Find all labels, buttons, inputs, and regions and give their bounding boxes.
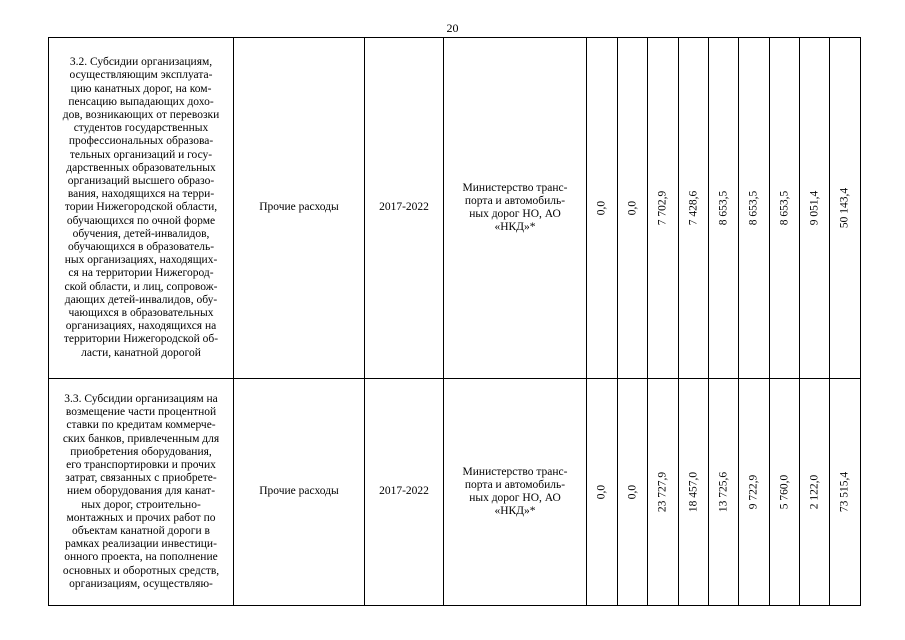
amount-cell: [830, 379, 861, 606]
description-line: тельных организаций и госу-: [69, 148, 213, 161]
measure-description-cell: [49, 38, 234, 379]
description-line: объектам канатной дороги в: [72, 525, 210, 537]
executor-line: «НКД»*: [494, 221, 536, 234]
amount-value: 23 727,9: [656, 471, 669, 513]
period-cell: 2017-2022: [365, 379, 444, 606]
description-line: ских банков, привлеченным для: [62, 432, 220, 445]
executor-line: Министерство транс-: [462, 465, 568, 478]
executor-line: ных дорог НО, АО: [469, 492, 561, 504]
description-line: чающихся в образовательных: [68, 307, 214, 320]
amount-cell: [587, 379, 618, 606]
amount-value: 0,0: [595, 484, 608, 500]
amount-cell: [587, 38, 618, 379]
description-line: ся на территории Нижегород-: [68, 267, 214, 280]
budget-table: [48, 37, 861, 606]
amount-cell: [739, 38, 770, 379]
amount-cell: [770, 379, 800, 606]
amount-cell: [770, 38, 800, 379]
description-line: дарственных образовательных: [66, 161, 216, 174]
description-line: организациях, находящихся на: [65, 320, 217, 333]
amount-value: 0,0: [625, 484, 638, 500]
description-line: 3.3. Субсидии организациям на: [64, 392, 218, 405]
amount-value: 8 653,5: [747, 190, 760, 226]
amount-cell: [679, 38, 709, 379]
executor-line: ных дорог НО, АО: [469, 208, 561, 220]
amount-value: 50 143,4: [838, 187, 851, 229]
page-number: 20: [446, 21, 459, 35]
description-line: онного проекта, на пополнение: [64, 551, 218, 564]
amount-value: 5 760,0: [777, 474, 790, 510]
description-line: ставки по кредитам коммерче-: [66, 419, 216, 432]
executor-line: порта и автомобиль-: [464, 194, 566, 207]
description-line: организаций высшего образо-: [67, 174, 215, 187]
description-line: основных и оборотных средств,: [62, 564, 220, 577]
amount-cell: [800, 379, 830, 606]
amount-cell: [739, 379, 770, 606]
description-line: монтажных и прочих работ по: [66, 511, 216, 524]
description-line: студентов государственных: [73, 122, 209, 135]
amount-value: 2 122,0: [807, 474, 820, 510]
executor-line: «НКД»*: [494, 505, 536, 518]
amount-value: 8 653,5: [777, 190, 790, 226]
amount-cell: [648, 379, 679, 606]
amount-cell: [648, 38, 679, 379]
expense-type-cell: Прочие расходы: [234, 38, 365, 379]
description-line: обучающихся в образователь-: [67, 241, 215, 253]
description-line: возмещение части процентной: [65, 406, 217, 419]
description-line: затрат, связанных с приобрете-: [65, 472, 217, 485]
description-line: тории Нижегородской области,: [64, 201, 218, 214]
description-line: дов, возникающих от перевозки: [62, 108, 220, 121]
description-line: ской области, и лиц, сопровож-: [64, 280, 218, 293]
description-line: ласти, канатной дорогой: [81, 346, 201, 359]
amount-value: 0,0: [595, 200, 608, 216]
executor-line: Министерство транс-: [462, 181, 568, 194]
description-line: осуществляющим эксплуата-: [69, 69, 213, 82]
description-line: обучения, детей-инвалидов,: [72, 227, 210, 240]
table-row: [49, 38, 861, 379]
description-line: дающих детей-инвалидов, обу-: [64, 293, 218, 306]
description-line: ных организациях, находящих-: [64, 254, 218, 267]
amount-cell: [618, 38, 648, 379]
amount-value: 9 722,9: [747, 474, 760, 510]
amount-cell: [618, 379, 648, 606]
expense-type-cell: Прочие расходы: [234, 379, 365, 606]
amount-cell: [800, 38, 830, 379]
table-row: [49, 379, 861, 606]
description-line: территории Нижегородской об-: [63, 333, 219, 346]
amount-value: 13 725,6: [716, 471, 729, 513]
amount-cell: [830, 38, 861, 379]
description-line: пенсацию выпадающих дохо-: [68, 95, 214, 108]
amount-value: 9 051,4: [807, 190, 820, 226]
amount-value: 8 653,5: [716, 190, 729, 226]
description-line: нием оборудования для канат-: [66, 485, 216, 498]
description-line: рамках реализации инвестици-: [65, 538, 217, 551]
amount-value: 7 428,6: [686, 190, 699, 226]
amount-value: 0,0: [625, 200, 638, 216]
description-line: профессиональных образова-: [68, 135, 214, 148]
description-line: 3.2. Субсидии организациям,: [69, 56, 213, 69]
period-cell: 2017-2022: [365, 38, 444, 379]
amount-value: 73 515,4: [838, 471, 851, 513]
description-line: приобретения оборудования,: [70, 445, 212, 458]
table-body: [49, 38, 861, 606]
amount-cell: [709, 379, 739, 606]
measure-description-cell: [49, 379, 234, 606]
description-line: его транспортировки и прочих: [66, 458, 216, 471]
executor-cell: [444, 38, 587, 379]
executor-cell: [444, 379, 587, 606]
amount-cell: [709, 38, 739, 379]
amount-value: 18 457,0: [686, 471, 699, 513]
description-line: организациям, осуществляю-: [69, 577, 213, 590]
amount-value: 7 702,9: [656, 190, 669, 226]
executor-line: порта и автомобиль-: [464, 478, 566, 491]
amount-cell: [679, 379, 709, 606]
description-line: обучающихся по очной форме: [66, 214, 216, 227]
description-line: цию канатных дорог, на ком-: [70, 82, 212, 95]
description-line: ных дорог, строительно-: [81, 498, 201, 511]
description-line: вания, находящихся на терри-: [67, 188, 215, 201]
